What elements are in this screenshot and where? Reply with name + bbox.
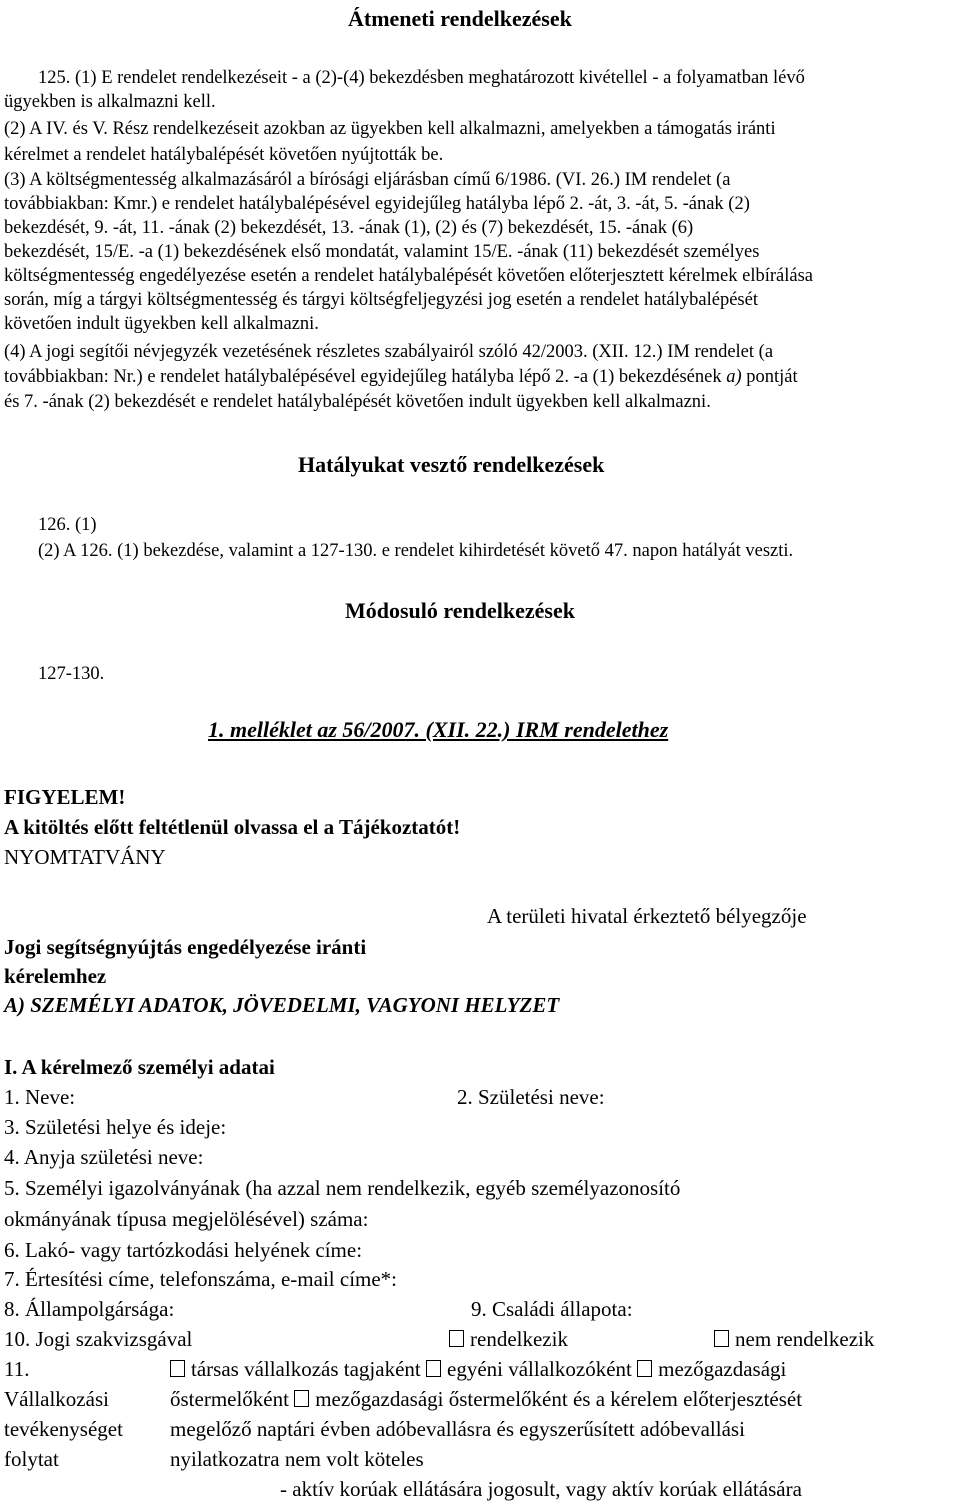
field-citizenship: 8. Állampolgársága:	[4, 1297, 175, 1321]
paragraph-line: (3) A költségmentesség alkalmazásáról a bírósági eljárásban című 6/1986. (VI. 26.) IM rendelet (a	[4, 170, 731, 190]
field-marital-status: 9. Családi állapota:	[471, 1297, 633, 1321]
paragraph-line: során, míg a tárgyi költségmentesség és tárgyi költségfeljegyzési jog esetén a rendelet hatálybalépését	[4, 290, 758, 310]
stamp-label: A területi hivatal érkeztető bélyegzője	[487, 904, 807, 928]
checkbox[interactable]	[449, 1330, 464, 1347]
warning-heading: FIGYELEM!	[4, 785, 126, 809]
paragraph-line: bekezdését, 15/E. -a (1) bekezdésének első mondatát, valamint 15/E. -ának (11) bekezdését személyes	[4, 242, 760, 262]
section-a-heading: A) SZEMÉLYI ADATOK, JÖVEDELMI, VAGYONI HELYZET	[4, 993, 560, 1017]
paragraph-line: (4) A jogi segítői névjegyzék vezetésének részletes szabályairól szóló 42/2003. (XII. 12.) IM rendelet (a	[4, 342, 774, 362]
option-label: egyéni vállalkozóként	[447, 1357, 632, 1381]
business-options-line: megelőző naptári évben adóbevallásra és egyszerűsített adóbevallási	[170, 1417, 745, 1441]
option-label: rendelkezik	[470, 1327, 568, 1351]
option-label: mezőgazdasági őstermelőként és a kérelem előterjesztését	[315, 1387, 803, 1411]
field-id-number: 5. Személyi igazolványának (ha azzal nem rendelkezik, egyéb személyazonosító	[4, 1176, 681, 1200]
checkbox[interactable]	[637, 1360, 652, 1377]
field-business-label: folytat	[4, 1447, 59, 1471]
business-options-line: nyilatkozatra nem volt köteles	[170, 1447, 424, 1471]
paragraph-line: továbbiakban: Kmr.) e rendelet hatálybalépésével egyidejűleg hatályba lépő 2. -át, 3. -át, 5. -ának (2)	[4, 194, 750, 214]
paragraph-line: 125. (1) E rendelet rendelkezéseit - a (2)-(4) bekezdésben meghatározott kivétellel - a folyamatban lévő	[38, 68, 805, 88]
field-bar-exam: 10. Jogi szakvizsgával	[4, 1327, 193, 1351]
field-business-label: Vállalkozási	[4, 1387, 109, 1411]
warning-text: A kitöltés előtt feltétlenül olvassa el a Tájékoztatót!	[4, 815, 461, 839]
field-mother-name: 4. Anyja születési neve:	[4, 1145, 204, 1169]
section-heading-amended: Módosuló rendelkezések	[345, 598, 575, 623]
field-address: 6. Lakó- vagy tartózkodási helyének címe:	[4, 1238, 363, 1262]
paragraph-line: ügyekben is alkalmazni kell.	[4, 92, 216, 112]
business-options-line: - aktív korúak ellátására jogosult, vagy aktív korúak ellátására	[280, 1477, 802, 1501]
paragraph-line: 126. (1)	[38, 515, 97, 535]
option-label: nem rendelkezik	[735, 1327, 875, 1351]
option-no-exam[interactable]	[714, 1325, 874, 1353]
checkbox[interactable]	[426, 1360, 441, 1377]
field-name: 1. Neve:	[4, 1085, 76, 1109]
paragraph-line: 127-130.	[38, 664, 105, 684]
form-label: NYOMTATVÁNY	[4, 845, 166, 869]
field-id-number-cont: okmányának típusa megjelölésével) száma:	[4, 1207, 369, 1231]
option-label: társas vállalkozás tagjaként	[191, 1357, 421, 1381]
checkbox[interactable]	[714, 1330, 729, 1347]
option-label: mezőgazdasági	[658, 1357, 787, 1381]
section-heading-transitional: Átmeneti rendelkezések	[348, 6, 572, 31]
paragraph-line: költségmentesség engedélyezése esetén a rendelet hatálybalépését követően előterjesztett kérelmek elbírálása	[4, 266, 813, 286]
annex-title: 1. melléklet az 56/2007. (XII. 22.) IRM rendelethez	[208, 717, 669, 742]
option-has-exam[interactable]	[449, 1325, 568, 1353]
italic-point-label: a)	[726, 367, 742, 387]
paragraph-line	[4, 365, 798, 389]
paragraph-text: továbbiakban: Nr.) e rendelet hatálybalépésével egyidejűleg hatályba lépő 2. -a (1) bekezdésének	[4, 367, 722, 387]
paragraph-line: (2) A IV. és V. Rész rendelkezéseit azokban az ügyekben kell alkalmazni, amelyekben a támogatás iránti	[4, 119, 776, 139]
form-title: kérelemhez	[4, 964, 107, 988]
field-business-label: 11.	[4, 1357, 30, 1381]
paragraph-line: (2) A 126. (1) bekezdése, valamint a 127-130. e rendelet kihirdetését követő 47. napon hatályát veszti.	[38, 541, 794, 561]
business-options-line	[170, 1385, 802, 1413]
paragraph-line: kérelmet a rendelet hatálybalépését követően nyújtották be.	[4, 145, 444, 165]
business-options-line	[170, 1355, 786, 1383]
paragraph-line: bekezdését, 9. -át, 11. -ának (2) bekezdését, 13. -ának (1), (2) és (7) bekezdését, 15. -ának (6)	[4, 218, 694, 238]
paragraph-text: pontját	[741, 367, 798, 387]
checkbox[interactable]	[170, 1360, 185, 1377]
paragraph-line: követően indult ügyekben kell alkalmazni.	[4, 314, 319, 334]
part-i-heading: I. A kérelmező személyi adatai	[4, 1055, 275, 1079]
field-birth-place-date: 3. Születési helye és ideje:	[4, 1115, 227, 1139]
checkbox[interactable]	[294, 1390, 309, 1407]
field-business-label: tevékenységet	[4, 1417, 123, 1441]
section-heading-repealed: Hatályukat vesztő rendelkezések	[298, 452, 605, 477]
form-title: Jogi segítségnyújtás engedélyezése iránti	[4, 935, 367, 959]
field-contact: 7. Értesítési címe, telefonszáma, e-mail címe*:	[4, 1267, 398, 1291]
field-birth-name: 2. Születési neve:	[457, 1085, 605, 1109]
paragraph-line: és 7. -ának (2) bekezdését e rendelet hatálybalépését követően indult ügyekben kell alkalmazni.	[4, 392, 711, 412]
option-label: őstermelőként	[170, 1387, 289, 1411]
